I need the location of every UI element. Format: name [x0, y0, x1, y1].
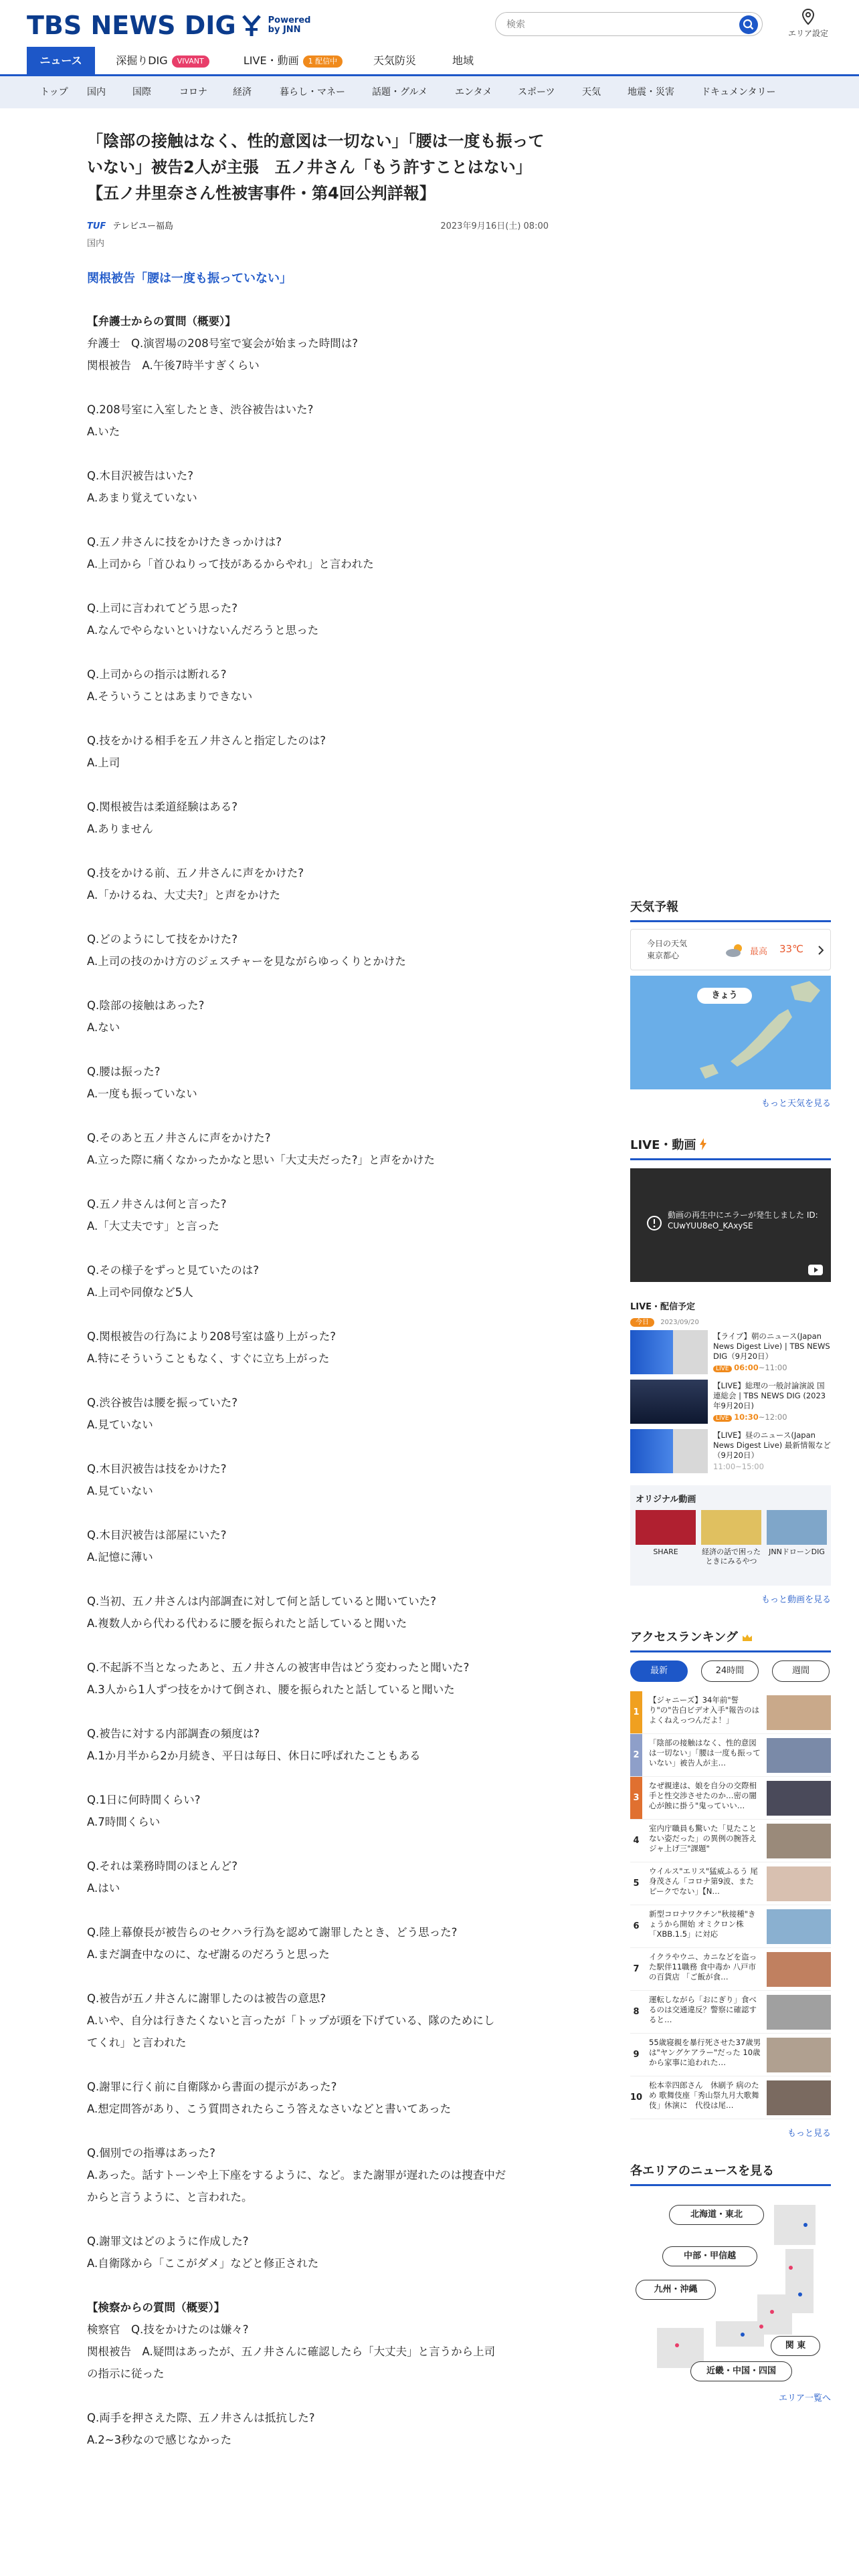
- qa-line: からと言うように、と言われた。: [87, 2191, 253, 2204]
- qa-line: A.一度も振っていない: [87, 1087, 197, 1100]
- qa-line: A.あった。話すトーンや上下座をするように、など。また謝罪が遅れたのは捜査中だ: [87, 2169, 506, 2181]
- chevron-right-icon: [818, 946, 824, 955]
- search-icon: [739, 15, 758, 34]
- qa-block: [87, 1392, 549, 1436]
- cat-economy[interactable]: 経済: [233, 87, 252, 98]
- qa-block: [87, 332, 549, 377]
- qa-line: Q.五ノ井さんに技をかけたきっかけは?: [87, 536, 282, 548]
- qa-line: A.なんでやらないといけないんだろうと思った: [87, 624, 319, 637]
- schedule-today-badge: 今日: [630, 1318, 654, 1327]
- qa-line: 【弁護士からの質問（概要）】: [87, 315, 236, 328]
- ranking-number: 4: [633, 1836, 640, 1846]
- ranking-title: 新型コロナワクチン"秋接種"きょうから開始 オミクロン株「XBB.1.5」に対応: [649, 1909, 756, 1939]
- qa-line: A.上司の技のかけ方のジェスチャーを見ながらゆっくりとかけた: [87, 955, 406, 968]
- cat-life-money[interactable]: 暮らし・マネー: [280, 87, 345, 98]
- location-pin-icon: [801, 8, 816, 25]
- qa-line: Q.どのようにして技をかけた?: [87, 933, 237, 946]
- ranking-title: 室内庁職員も驚いた「見たことない姿だった」の異例の腕答え ジャ上げ三"課題": [649, 1824, 757, 1853]
- qa-block: [87, 663, 549, 708]
- ranking-item[interactable]: [630, 2034, 831, 2076]
- ranking-list: [630, 1691, 831, 2119]
- ranking-number: 6: [633, 1921, 640, 1931]
- nav-tab-region[interactable]: 地域: [452, 54, 474, 67]
- schedule-thumbnail: [630, 1429, 708, 1473]
- original-item-economy[interactable]: 経済の話で困ったときにみるやつ: [701, 1510, 761, 1566]
- qa-line: A.「大丈夫です」と言った: [87, 1220, 219, 1232]
- qa-block: [87, 1855, 549, 1899]
- qa-line: A.複数人から代わる代わるに腰を振られたと話していると聞いた: [87, 1617, 407, 1630]
- search-box: [495, 12, 763, 36]
- ranking-item[interactable]: [630, 1905, 831, 1948]
- qa-line: A.上司から「首ひねりって技があるからやれ」と言われた: [87, 558, 374, 570]
- video-more-link[interactable]: もっと動画を見る: [761, 1595, 831, 1605]
- schedule-time: 10:30: [734, 1412, 759, 1422]
- live-video-player[interactable]: [630, 1168, 831, 1282]
- qa-block: [87, 2296, 549, 2385]
- lightning-icon: [700, 1138, 706, 1150]
- cat-top[interactable]: トップ: [40, 87, 68, 98]
- schedule-thumbnail: [630, 1330, 708, 1374]
- qa-line: Q.謝罪文はどのように作成した?: [87, 2235, 249, 2248]
- weather-max-label: 最高: [750, 947, 768, 957]
- qa-block: [87, 2230, 549, 2274]
- article-body: [87, 310, 549, 2451]
- qa-line: A.ありません: [87, 823, 153, 835]
- qa-block: [87, 994, 549, 1039]
- ranking-thumbnail: [767, 2038, 831, 2072]
- qa-line: A.はい: [87, 1882, 120, 1895]
- schedule-time: 06:00: [734, 1363, 759, 1372]
- ranking-number: 7: [633, 1964, 640, 1974]
- original-thumbnail: [701, 1510, 761, 1545]
- qa-line: 【検察からの質問（概要）】: [87, 2301, 225, 2314]
- search-input[interactable]: [506, 18, 721, 31]
- qa-line: Q.その様子をずっと見ていたのは?: [87, 1264, 259, 1277]
- weather-today-label: 今日の天気: [647, 939, 688, 948]
- ranking-thumbnail: [767, 1695, 831, 1730]
- cat-domestic[interactable]: 国内: [87, 87, 106, 98]
- primary-nav: [0, 47, 859, 76]
- sidebar: [630, 897, 831, 2403]
- nav-tab-live-video[interactable]: LIVE・動画 1 配信中: [240, 47, 347, 74]
- ranking-title: 【ジャニーズ】34年前"誓り"の"告白ビデオ入手"報告のはよくねえっつんだよ！」: [649, 1695, 760, 1725]
- article-meta: [87, 216, 549, 233]
- qa-line: Q.関根被告の行為により208号室は盛り上がった?: [87, 1330, 336, 1343]
- cloud-sun-icon: [725, 943, 745, 958]
- qa-line: A.立った際に痛くなかったかなと思い「大丈夫だった?」と声をかけた: [87, 1154, 435, 1166]
- error-icon: [646, 1215, 662, 1231]
- ranking-item[interactable]: [630, 1691, 831, 1734]
- ranking-thumbnail: [767, 1909, 831, 1944]
- ranking-number: 8: [633, 2007, 640, 2017]
- qa-line: Q.木目沢被告はいた?: [87, 469, 193, 482]
- area-setting-button[interactable]: [787, 8, 830, 39]
- qa-line: A.いた: [87, 425, 120, 438]
- source-logo: TUF: [87, 221, 106, 231]
- schedule-end: ~15:00: [735, 1462, 764, 1471]
- qa-block: [87, 1325, 549, 1370]
- ranking-item[interactable]: [630, 1862, 831, 1905]
- ranking-tab-24h[interactable]: 24時間: [701, 1660, 759, 1682]
- qa-line: 弁護士 Q.演習場の208号室で宴会が始まった時間は?: [87, 337, 358, 350]
- live-video-heading: LIVE・動画: [630, 1136, 831, 1160]
- qa-block: [87, 928, 549, 972]
- qa-block: [87, 1524, 549, 1568]
- qa-block: [87, 1789, 549, 1833]
- qa-block: [87, 730, 549, 774]
- nav-tab-deep-dig[interactable]: 深掘りDIG VIVANT: [112, 47, 213, 74]
- ranking-title: 松本幸四郎さん 休刷予 病のため 歌舞伎座「秀山祭九月大歌舞伎」休演に 代役は尾…: [649, 2080, 759, 2110]
- original-video-heading: オリジナル動画: [636, 1495, 696, 1505]
- qa-block: [87, 531, 549, 575]
- qa-line: Q.被告に対する内部調査の頻度は?: [87, 1727, 260, 1740]
- qa-line: Q.不起訴不当となったあと、五ノ井さんの被害申告はどう変わったと聞いた?: [87, 1661, 470, 1674]
- weather-map[interactable]: [630, 976, 831, 1089]
- qa-block: [87, 310, 549, 332]
- qa-line: A.自衛隊から「ここがダメ」などと修正された: [87, 2257, 319, 2270]
- ranking-number: 5: [633, 1879, 640, 1889]
- qa-line: Q.関根被告は柔道経験はある?: [87, 800, 237, 813]
- qa-line: A.3人から1人ずつ技をかけて倒され、腰を振られたと話していると聞いた: [87, 1683, 455, 1696]
- qa-line: Q.そのあと五ノ井さんに声をかけた?: [87, 1132, 271, 1144]
- qa-line: Q.それは業務時間のほとんど?: [87, 1860, 237, 1872]
- qa-block: [87, 1590, 549, 1634]
- article: [87, 128, 549, 2451]
- qa-line: A.いや、自分は行きたくないと言ったが「トップが頭を下げている、隊のためにし: [87, 2014, 495, 2027]
- qa-block: [87, 597, 549, 641]
- weather-region: 東京都心: [647, 951, 680, 960]
- crown-icon: [742, 1634, 753, 1642]
- qa-line: A.「かけるね、大丈夫?」と声をかけた: [87, 889, 280, 901]
- schedule-end: ~11:00: [758, 1363, 787, 1372]
- site-logo[interactable]: [27, 9, 310, 41]
- ranking-title: ウイルス"エリス"猛威ふるう 尾身茂さん「コロナ第9波、また ピークでない」【N…: [649, 1866, 758, 1896]
- ranking-thumbnail: [767, 1995, 831, 2030]
- article-title: 「陰部の接触はなく、性的意図は一切ない」「腰は一度も振っていない」被告2人が主張 五ノ井さん「もう許すことはない」【五ノ井里奈さん性被害事件・第4回公判詳報】: [87, 132, 545, 203]
- qa-block: [87, 1061, 549, 1105]
- qa-line: Q.被告が五ノ井さんに謝罪したのは被告の意思?: [87, 1992, 326, 2005]
- ranking-thumbnail: [767, 1738, 831, 1773]
- ranking-number: 10: [630, 2092, 643, 2103]
- schedule-item[interactable]: [630, 1330, 831, 1376]
- ranking-thumbnail: [767, 1824, 831, 1858]
- search-button[interactable]: [739, 15, 758, 34]
- youtube-logo-icon: [808, 1265, 823, 1275]
- qa-line: の指示に従った: [87, 2367, 165, 2380]
- schedule-title: 【LIVE】昼のニュース(Japan News Digest Live) 最新情報など（9月20日）: [713, 1430, 831, 1460]
- qa-line: A.想定問答があり、こう質問されたらこう答えなさいなどと書いてあった: [87, 2103, 452, 2115]
- nav-tab-weather[interactable]: 天気防災: [373, 54, 416, 67]
- ranking-title: 「陰部の接触はなく、性的意図は一切ない」「腰は一度も振っていない」被告人が主…: [649, 1738, 761, 1767]
- schedule-date: 2023/09/20: [660, 1319, 699, 1326]
- qa-block: [87, 399, 549, 443]
- qa-block: [87, 2076, 549, 2120]
- ranking-heading: アクセスランキング: [630, 1628, 831, 1652]
- area-chubu-koshinetsu[interactable]: 中部・甲信越: [662, 2246, 757, 2266]
- area-kinki-chugoku-shikoku[interactable]: 近畿・中国・四国: [690, 2361, 792, 2381]
- ranking-item[interactable]: [630, 1777, 831, 1820]
- qa-block: [87, 1988, 549, 2054]
- qa-line: てくれ」と言われた: [87, 2036, 187, 2049]
- qa-line: Q.木目沢被告は部屋にいた?: [87, 1529, 227, 1541]
- schedule-time: 11:00: [713, 1462, 736, 1471]
- qa-line: Q.1日に何時間くらい?: [87, 1794, 201, 1806]
- qa-line: Q.木目沢被告は技をかけた?: [87, 1463, 227, 1475]
- qa-line: Q.個別での指導はあった?: [87, 2147, 215, 2159]
- ranking-title: イクラやウニ、カニなどを盗った駅伴11職務 食中毒か 八戸市の百貨店 「ご飯が食…: [649, 1952, 757, 1981]
- original-thumbnail: [636, 1510, 696, 1545]
- cat-corona[interactable]: コロナ: [179, 87, 207, 98]
- weather-today-card[interactable]: [630, 929, 831, 970]
- cat-sports[interactable]: スポーツ: [518, 87, 555, 98]
- cat-entertainment[interactable]: エンタメ: [455, 87, 492, 98]
- qa-block: [87, 2142, 549, 2208]
- article-source[interactable]: TUF テレビユー福島: [87, 221, 174, 231]
- ranking-item[interactable]: [630, 1991, 831, 2034]
- ranking-number: 9: [633, 2050, 640, 2060]
- weather-max-temp: 33℃: [779, 943, 803, 955]
- ranking-number: 2: [630, 1734, 642, 1776]
- ranking-more-link[interactable]: もっと見る: [787, 2129, 831, 2139]
- areas-heading: 各エリアのニュースを見る: [630, 2161, 831, 2186]
- qa-line: Q.当初、五ノ井さんは内部調査に対して何と話していると聞いていた?: [87, 1595, 436, 1608]
- live-count-badge: 1 配信中: [303, 56, 343, 68]
- qa-line: Q.五ノ井さんは何と言った?: [87, 1198, 227, 1210]
- qa-line: 関根被告 A.疑問はあったが、五ノ井さんに確認したら「大丈夫」と言うから上司: [87, 2345, 496, 2358]
- qa-line: Q.陸上幕僚長が被告らのセクハラ行為を認めて謝罪したとき、どう思った?: [87, 1926, 458, 1939]
- nav-tab-news[interactable]: ニュース: [27, 47, 95, 74]
- ranking-tab-latest[interactable]: 最新: [630, 1660, 688, 1682]
- qa-line: A.ない: [87, 1021, 120, 1034]
- ranking-thumbnail: [767, 1952, 831, 1987]
- cat-documentary[interactable]: ドキュメンタリー: [701, 87, 776, 98]
- qa-block: [87, 796, 549, 840]
- ranking-number: 1: [630, 1691, 642, 1733]
- ranking-thumbnail: [767, 2080, 831, 2115]
- area-setting-label: エリア設定: [787, 29, 828, 38]
- ranking-number: 3: [630, 1777, 642, 1819]
- schedule-heading: LIVE・配信予定: [630, 1302, 696, 1312]
- qa-line: Q.上司に言われてどう思った?: [87, 602, 237, 615]
- qa-line: Q.渋谷被告は腰を振っていた?: [87, 1396, 237, 1409]
- schedule-thumbnail: [630, 1380, 708, 1424]
- qa-line: A.あまり覚えていない: [87, 492, 197, 504]
- vivant-badge: VIVANT: [172, 56, 209, 68]
- area-map: [630, 2194, 831, 2395]
- qa-line: Q.腰は振った?: [87, 1065, 161, 1078]
- qa-line: A.7時間くらい: [87, 1816, 161, 1828]
- qa-block: [87, 1656, 549, 1701]
- qa-line: A.見ていない: [87, 1418, 153, 1431]
- weather-map-date-label: きょう: [697, 988, 752, 1004]
- qa-block: [87, 2407, 549, 2451]
- live-badge: LIVE: [713, 1366, 732, 1372]
- ranking-item[interactable]: [630, 1734, 831, 1777]
- ranking-title: 運転しながら「おにぎり」食べるのは交通違反？警察に確認すると…: [649, 1995, 757, 2024]
- qa-line: A.1か月半から2か月続き、平日は毎日、休日に呼ばれたこともある: [87, 1749, 421, 1762]
- qa-block: [87, 1259, 549, 1303]
- ranking-thumbnail: [767, 1781, 831, 1816]
- schedule-title: 【ライブ】朝のニュース(Japan News Digest Live) | TBS NEWS DIG（9月20日）: [713, 1331, 830, 1361]
- cat-international[interactable]: 国際: [132, 87, 151, 98]
- original-item-share[interactable]: SHARE: [636, 1510, 696, 1557]
- cat-earthquake-disaster[interactable]: 地震・災害: [628, 87, 674, 98]
- ranking-title: なぜ親達は、娘を自分の交際相手と性交渉させたのか…密の闇心が蝕に掛う"鬼っていい…: [649, 1781, 757, 1810]
- cat-weather[interactable]: 天気: [582, 87, 601, 98]
- qa-block: [87, 1127, 549, 1171]
- article-subheading: 関根被告「腰は一度も振っていない」: [87, 272, 292, 286]
- qa-line: A.特にそういうこともなく、すぐに立ち上がった: [87, 1352, 330, 1365]
- qa-line: A.2~3秒なので感じなかった: [87, 2434, 232, 2446]
- ranking-item[interactable]: [630, 2076, 831, 2119]
- article-category[interactable]: 国内: [87, 239, 105, 249]
- category-nav: [0, 76, 859, 108]
- original-video-box: [630, 1485, 831, 1586]
- qa-line: Q.上司からの指示は断れる?: [87, 668, 227, 681]
- qa-block: [87, 1921, 549, 1965]
- schedule-item[interactable]: [630, 1380, 831, 1425]
- video-error-message: 動画の再生中にエラーが発生しました ID: CUwYUU8eO_KAxySE: [668, 1210, 818, 1230]
- ranking-tabs: [630, 1660, 831, 1685]
- cat-topics-gourmet[interactable]: 話題・グルメ: [372, 87, 428, 98]
- qa-line: A.まだ調査中なのに、なぜ謝るのだろうと思った: [87, 1948, 330, 1961]
- area-list-link[interactable]: エリア一覧へ: [778, 2393, 831, 2403]
- site-header: [0, 0, 859, 52]
- qa-line: Q.技をかける相手を五ノ井さんと指定したのは?: [87, 734, 326, 747]
- qa-line: Q.技をかける前、五ノ井さんに声をかけた?: [87, 867, 304, 879]
- qa-line: A.記憶に薄い: [87, 1551, 153, 1564]
- weather-heading: 天気予報: [630, 897, 831, 922]
- schedule-title: 【LIVE】総理の一般討論演説 国連総会 | TBS NEWS DIG (2023年9月20日): [713, 1381, 826, 1410]
- ranking-tab-weekly[interactable]: 週間: [772, 1660, 830, 1682]
- qa-line: Q.陰部の接触はあった?: [87, 999, 205, 1012]
- schedule-item[interactable]: [630, 1429, 831, 1475]
- original-item-drone[interactable]: JNNドローンDIG: [767, 1510, 827, 1557]
- area-kyushu-okinawa[interactable]: 九州・沖縄: [636, 2280, 716, 2300]
- qa-line: Q.謝罪に行く前に自衛隊から書面の提示があった?: [87, 2080, 337, 2093]
- logo-mark-icon: [242, 13, 262, 37]
- qa-block: [87, 862, 549, 906]
- area-hokkaido-tohoku[interactable]: 北海道・東北: [669, 2205, 764, 2225]
- qa-block: [87, 465, 549, 509]
- qa-block: [87, 1193, 549, 1237]
- ranking-item[interactable]: [630, 1948, 831, 1991]
- logo-text: TBS NEWS DIG: [27, 11, 236, 40]
- qa-block: [87, 1723, 549, 1767]
- powered-by: Powered by JNN: [268, 15, 311, 35]
- original-thumbnail: [767, 1510, 827, 1545]
- schedule-end: ~12:00: [758, 1412, 787, 1422]
- qa-line: 関根被告 A.午後7時半すぎくらい: [87, 359, 260, 372]
- area-kanto[interactable]: 関 東: [771, 2336, 820, 2356]
- qa-line: A.見ていない: [87, 1485, 153, 1497]
- ranking-item[interactable]: [630, 1820, 831, 1862]
- qa-line: Q.両手を押さえた際、五ノ井さんは抵抗した?: [87, 2411, 315, 2424]
- article-date: 2023年9月16日(土) 08:00: [440, 221, 549, 231]
- ranking-thumbnail: [767, 1866, 831, 1901]
- weather-more-link[interactable]: もっと天気を見る: [761, 1099, 831, 1109]
- qa-line: 検察官 Q.技をかけたのは嫌々?: [87, 2323, 249, 2336]
- qa-line: Q.208号室に入室したとき、渋谷被告はいた?: [87, 403, 314, 416]
- qa-block: [87, 1458, 549, 1502]
- qa-line: A.上司や同僚など5人: [87, 1286, 193, 1299]
- qa-line: A.そういうことはあまりできない: [87, 690, 253, 703]
- ranking-title: 55歳寝親を暴行死させた37歳男は"ヤングケアラー"だった 10歳から家事に追われた…: [649, 2038, 761, 2067]
- qa-line: A.上司: [87, 756, 120, 769]
- live-badge: LIVE: [713, 1415, 732, 1422]
